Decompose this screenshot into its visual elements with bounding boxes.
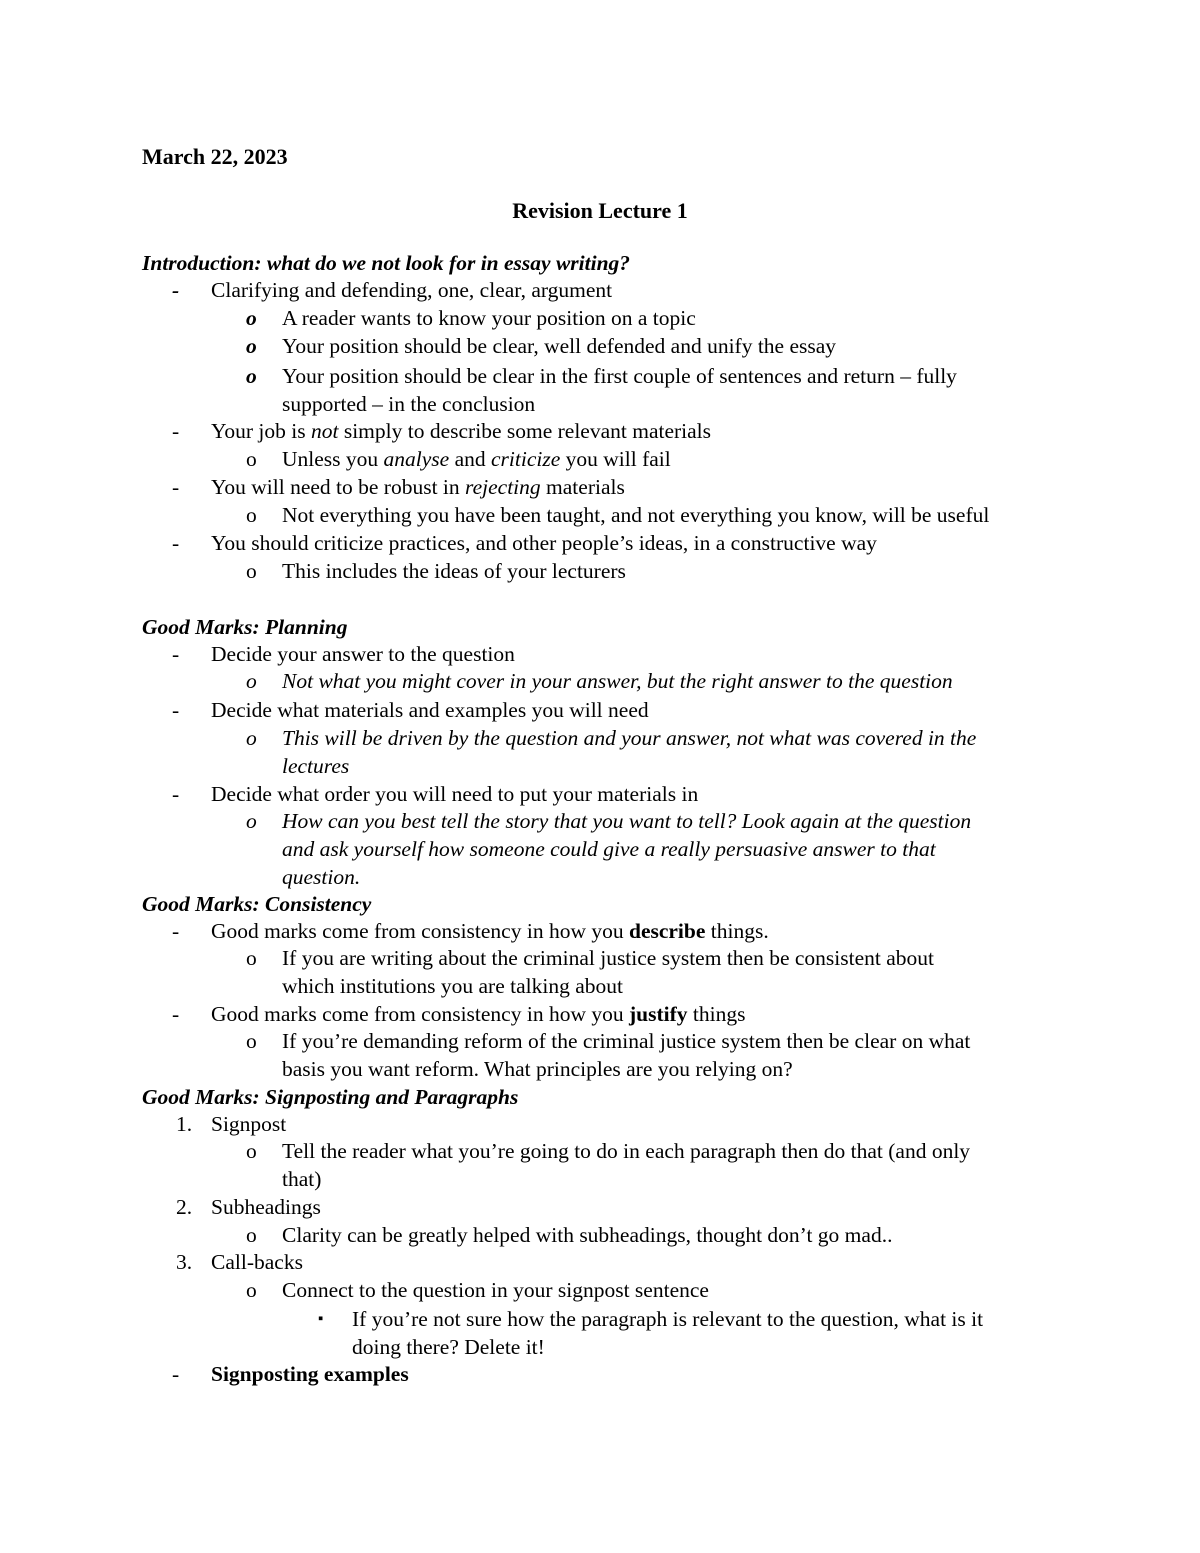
list-item: Good marks come from consistency in how you justify things	[211, 1002, 746, 1026]
list-item: Clarity can be greatly helped with subheadings, thought don’t go mad..	[282, 1223, 893, 1247]
document-date: March 22, 2023	[142, 144, 288, 169]
list-item: Decide your answer to the question	[211, 642, 515, 666]
list-item-signposting-examples: Signposting examples	[211, 1362, 409, 1386]
list-item-continuation: and ask yourself how someone could give a really persuasive answer to that	[282, 837, 936, 861]
list-item: Decide what order you will need to put your materials in	[211, 782, 699, 806]
list-item: This will be driven by the question and your answer, not what was covered in the	[282, 726, 977, 750]
list-item: Your job is not simply to describe some relevant materials	[211, 419, 712, 443]
list-item: If you’re not sure how the paragraph is relevant to the question, what is it	[352, 1307, 984, 1331]
list-item: Not what you might cover in your answer, but the right answer to the question	[282, 669, 953, 693]
list-item: How can you best tell the story that you want to tell? Look again at the question	[282, 809, 972, 833]
circle-bullet: o	[246, 306, 257, 330]
circle-bullet: o	[246, 669, 257, 693]
list-item: If you’re demanding reform of the criminal justice system then be clear on what	[282, 1029, 971, 1053]
list-item-continuation: which institutions you are talking about	[282, 974, 623, 998]
list-item: Unless you analyse and criticize you will fail	[282, 447, 671, 471]
dash-bullet: -	[172, 642, 180, 666]
list-item: You will need to be robust in rejecting materials	[211, 475, 625, 499]
section-heading-consistency: Good Marks: Consistency	[142, 892, 372, 916]
list-item: Connect to the question in your signpost sentence	[282, 1278, 709, 1302]
list-item: Your position should be clear, well defended and unify the essay	[282, 334, 837, 358]
document-title: Revision Lecture 1	[512, 198, 688, 223]
list-item: Not everything you have been taught, and not everything you know, will be useful	[282, 503, 990, 527]
dash-bullet: -	[172, 919, 180, 943]
list-item-continuation: doing there? Delete it!	[352, 1335, 545, 1359]
dash-bullet: -	[172, 278, 180, 302]
list-item: Subheadings	[211, 1195, 321, 1219]
circle-bullet: o	[246, 334, 257, 358]
list-item-continuation: lectures	[282, 754, 350, 778]
dash-bullet: -	[172, 531, 180, 555]
circle-bullet: o	[246, 503, 257, 527]
number-marker: 1.	[176, 1112, 193, 1136]
list-item: If you are writing about the criminal justice system then be consistent about	[282, 946, 935, 970]
circle-bullet: o	[246, 809, 257, 833]
section-heading-planning: Good Marks: Planning	[142, 615, 348, 639]
dash-bullet: -	[172, 1002, 180, 1026]
square-bullet: ▪	[318, 1311, 324, 1327]
list-item-continuation: question.	[282, 865, 361, 889]
list-item-continuation: basis you want reform. What principles are you relying on?	[282, 1057, 793, 1081]
list-item-continuation: that)	[282, 1167, 322, 1191]
circle-bullet: o	[246, 447, 257, 471]
circle-bullet: o	[246, 1029, 257, 1053]
list-item: Decide what materials and examples you will need	[211, 698, 649, 722]
section-heading-signposting: Good Marks: Signposting and Paragraphs	[142, 1085, 519, 1109]
circle-bullet: o	[246, 726, 257, 750]
circle-bullet: o	[246, 1223, 257, 1247]
dash-bullet: -	[172, 782, 180, 806]
list-item: Signpost	[211, 1112, 287, 1136]
circle-bullet: o	[246, 1139, 257, 1163]
list-item: You should criticize practices, and other people’s ideas, in a constructive way	[211, 531, 877, 555]
list-item: A reader wants to know your position on a topic	[282, 306, 696, 330]
list-item: This includes the ideas of your lecturers	[282, 559, 626, 583]
dash-bullet: -	[172, 1362, 180, 1386]
dash-bullet: -	[172, 475, 180, 499]
circle-bullet: o	[246, 364, 257, 388]
number-marker: 3.	[176, 1250, 193, 1274]
circle-bullet: o	[246, 559, 257, 583]
section-heading-introduction: Introduction: what do we not look for in essay writing?	[142, 251, 631, 275]
list-item: Call-backs	[211, 1250, 303, 1274]
list-item: Your position should be clear in the first couple of sentences and return – fully	[282, 364, 957, 388]
list-item-continuation: supported – in the conclusion	[282, 392, 536, 416]
list-item: Tell the reader what you’re going to do in each paragraph then do that (and only	[282, 1139, 971, 1163]
dash-bullet: -	[172, 698, 180, 722]
list-item: Good marks come from consistency in how you describe things.	[211, 919, 769, 943]
circle-bullet: o	[246, 946, 257, 970]
dash-bullet: -	[172, 419, 180, 443]
list-item: Clarifying and defending, one, clear, argument	[211, 278, 613, 302]
number-marker: 2.	[176, 1195, 193, 1219]
circle-bullet: o	[246, 1278, 257, 1302]
